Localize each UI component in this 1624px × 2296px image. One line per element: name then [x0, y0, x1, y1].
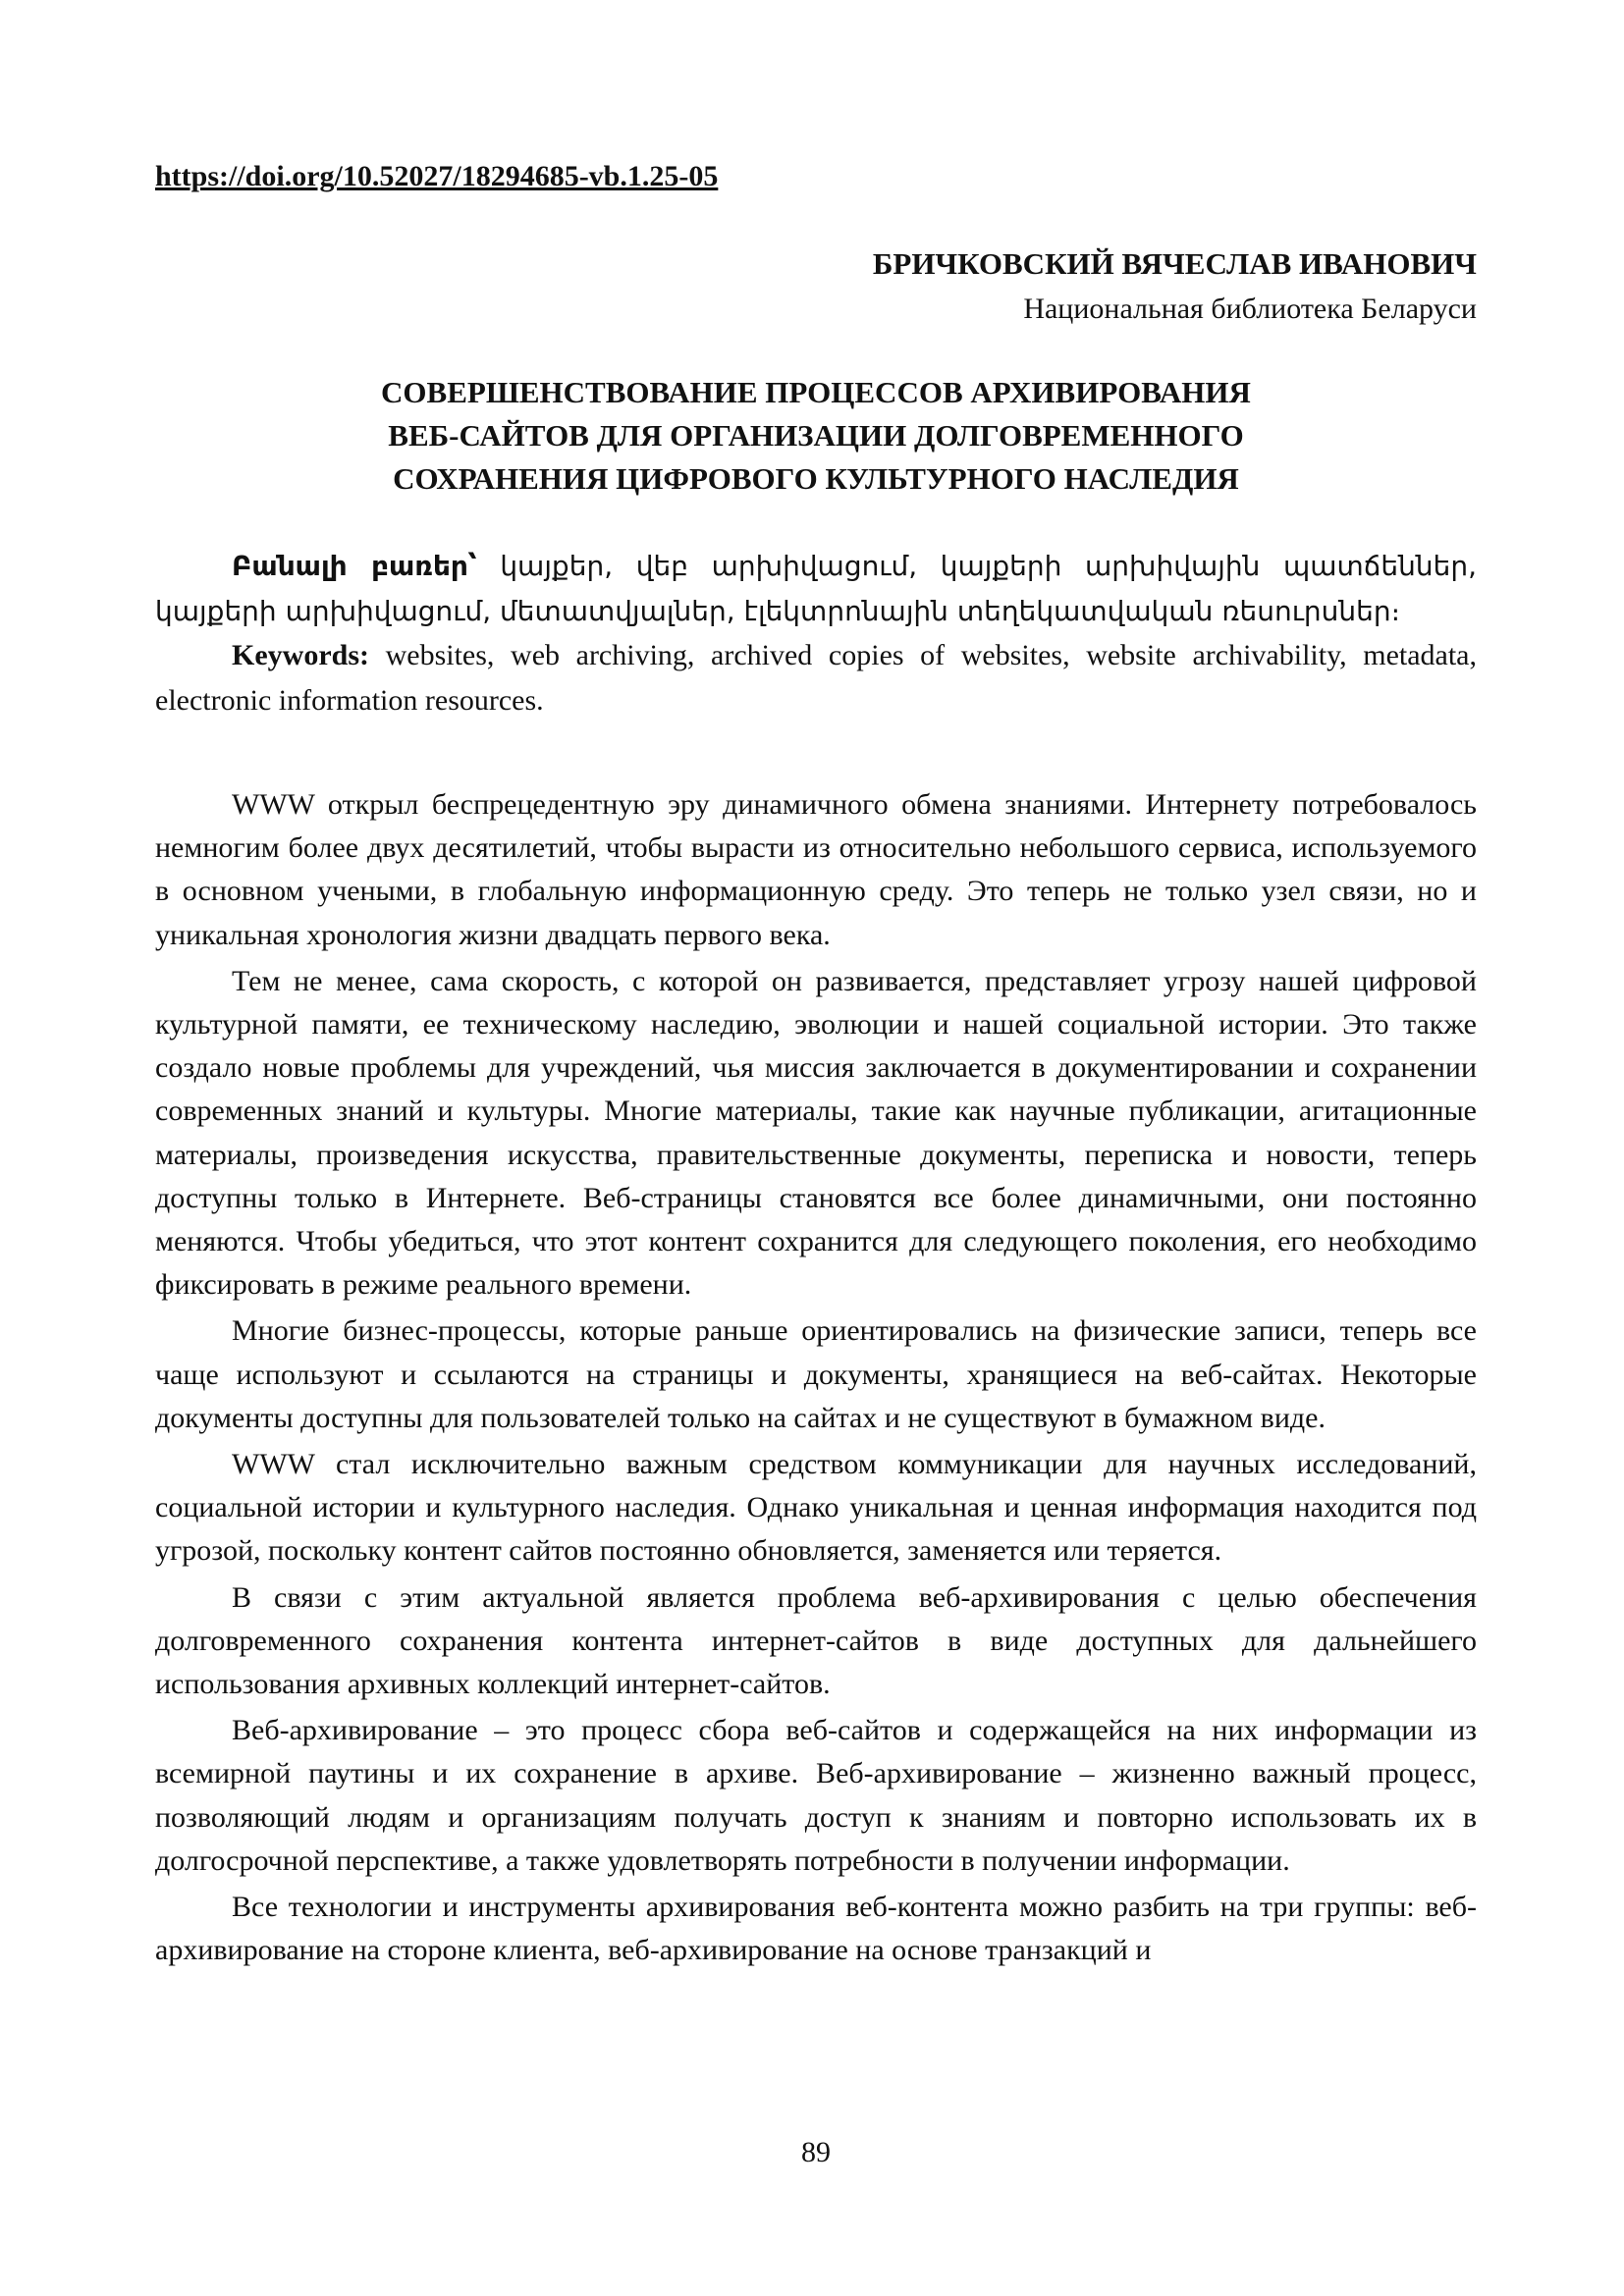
- title-line: СОХРАНЕНИЯ ЦИФРОВОГО КУЛЬТУРНОГО НАСЛЕДИЯ: [393, 461, 1239, 496]
- paragraph: Многие бизнес-процессы, которые раньше ориентировались на физические записи, теперь все чаще используют и ссылаются на страницы и документы, хранящиеся на веб-сайтах. Некоторые документы доступны для пользователей только на сайтах и не существуют в бумажном виде.: [155, 1314, 1477, 1434]
- keywords-english-label: Keywords:: [232, 639, 369, 671]
- keywords-english: [155, 633, 1477, 722]
- keywords-armenian: [155, 544, 1477, 633]
- page-number: 89: [801, 2136, 831, 2168]
- paragraph: WWW открыл беспрецедентную эру динамичного обмена знаниями. Интернету потребовалось немногим более двух десятилетий, чтобы вырасти из относительно небольшого сервиса, используемого в основном учеными, в глобальную информационную среду. Это теперь не только узел связи, но и уникальная хронология жизни двадцать первого века.: [155, 788, 1477, 951]
- paragraph: WWW стал исключительно важным средством коммуникации для научных исследований, социальной истории и культурного наследия. Однако уникальная и ценная информация находится под угрозой, поскольку контент сайтов постоянно обновляется, заменяется или теряется.: [155, 1448, 1477, 1568]
- paper-title: [155, 371, 1477, 501]
- keywords-block: [155, 544, 1477, 722]
- paragraph: Тем не менее, сама скорость, с которой он развивается, представляет угрозу нашей цифровой культурной памяти, ее техническому наследию, эволюции и нашей социальной истории. Это также создало новые проблемы для учреждений, чья миссия заключается в документировании и сохранении современных знаний и культуры. Многие материалы, такие как научные публикации, агитационные материалы, произведения искусства, правительственные документы, переписка и новости, теперь доступны только в Интернете. Веб-страницы становятся все более динамичными, они постоянно меняются. Чтобы убедиться, что этот контент сохранится для следующего поколения, его необходимо фиксировать в режиме реального времени.: [155, 964, 1477, 1302]
- author-name: БРИЧКОВСКИЙ ВЯЧЕСЛАВ ИВАНОВИЧ: [872, 246, 1477, 281]
- title-line: ВЕБ-САЙТОВ ДЛЯ ОРГАНИЗАЦИИ ДОЛГОВРЕМЕННОГО: [388, 418, 1244, 453]
- paragraph: Все технологии и инструменты архивирования веб-контента можно разбить на три группы: веб-архивирование на стороне клиента, веб-архивирование на основе транзакций и: [155, 1891, 1477, 1967]
- paper-page: [155, 0, 1477, 2296]
- doi-link[interactable]: https://doi.org/10.52027/18294685-vb.1.25-05: [155, 160, 719, 192]
- paragraph: Веб-архивирование – это процесс сбора веб-сайтов и содержащейся на них информации из всемирной паутины и их сохранение в архиве. Веб-архивирование – жизненно важный процесс, позволяющий людям и организациям получать доступ к знаниям и повторно использовать их в долгосрочной перспективе, а также удовлетворять потребности в получении информации.: [155, 1714, 1477, 1877]
- body-text: [155, 783, 1477, 1975]
- keywords-armenian-label: Բանալի բառեր՝: [232, 550, 477, 582]
- keywords-english-text: websites, web archiving, archived copies of websites, website archivability, metadata, electronic information resources.: [155, 639, 1477, 717]
- title-line: СОВЕРШЕНСТВОВАНИЕ ПРОЦЕССОВ АРХИВИРОВАНИЯ: [381, 375, 1251, 409]
- keywords-armenian-text: կայքեր, վեբ արխիվացում, կայքերի արխիվային պատճեններ, կայքերի արխիվացում, մետատվյալներ, էլեկտրոնային տեղեկատվական ռեսուրսներ։: [155, 550, 1478, 627]
- paragraph: В связи с этим актуальной является проблема веб-архивирования с целью обеспечения долговременного сохранения контента интернет-сайтов в виде доступных для дальнейшего использования архивных коллекций интернет-сайтов.: [155, 1580, 1477, 1701]
- author-affiliation: Национальная библиотека Беларуси: [1023, 293, 1477, 325]
- author-block: [873, 241, 1477, 332]
